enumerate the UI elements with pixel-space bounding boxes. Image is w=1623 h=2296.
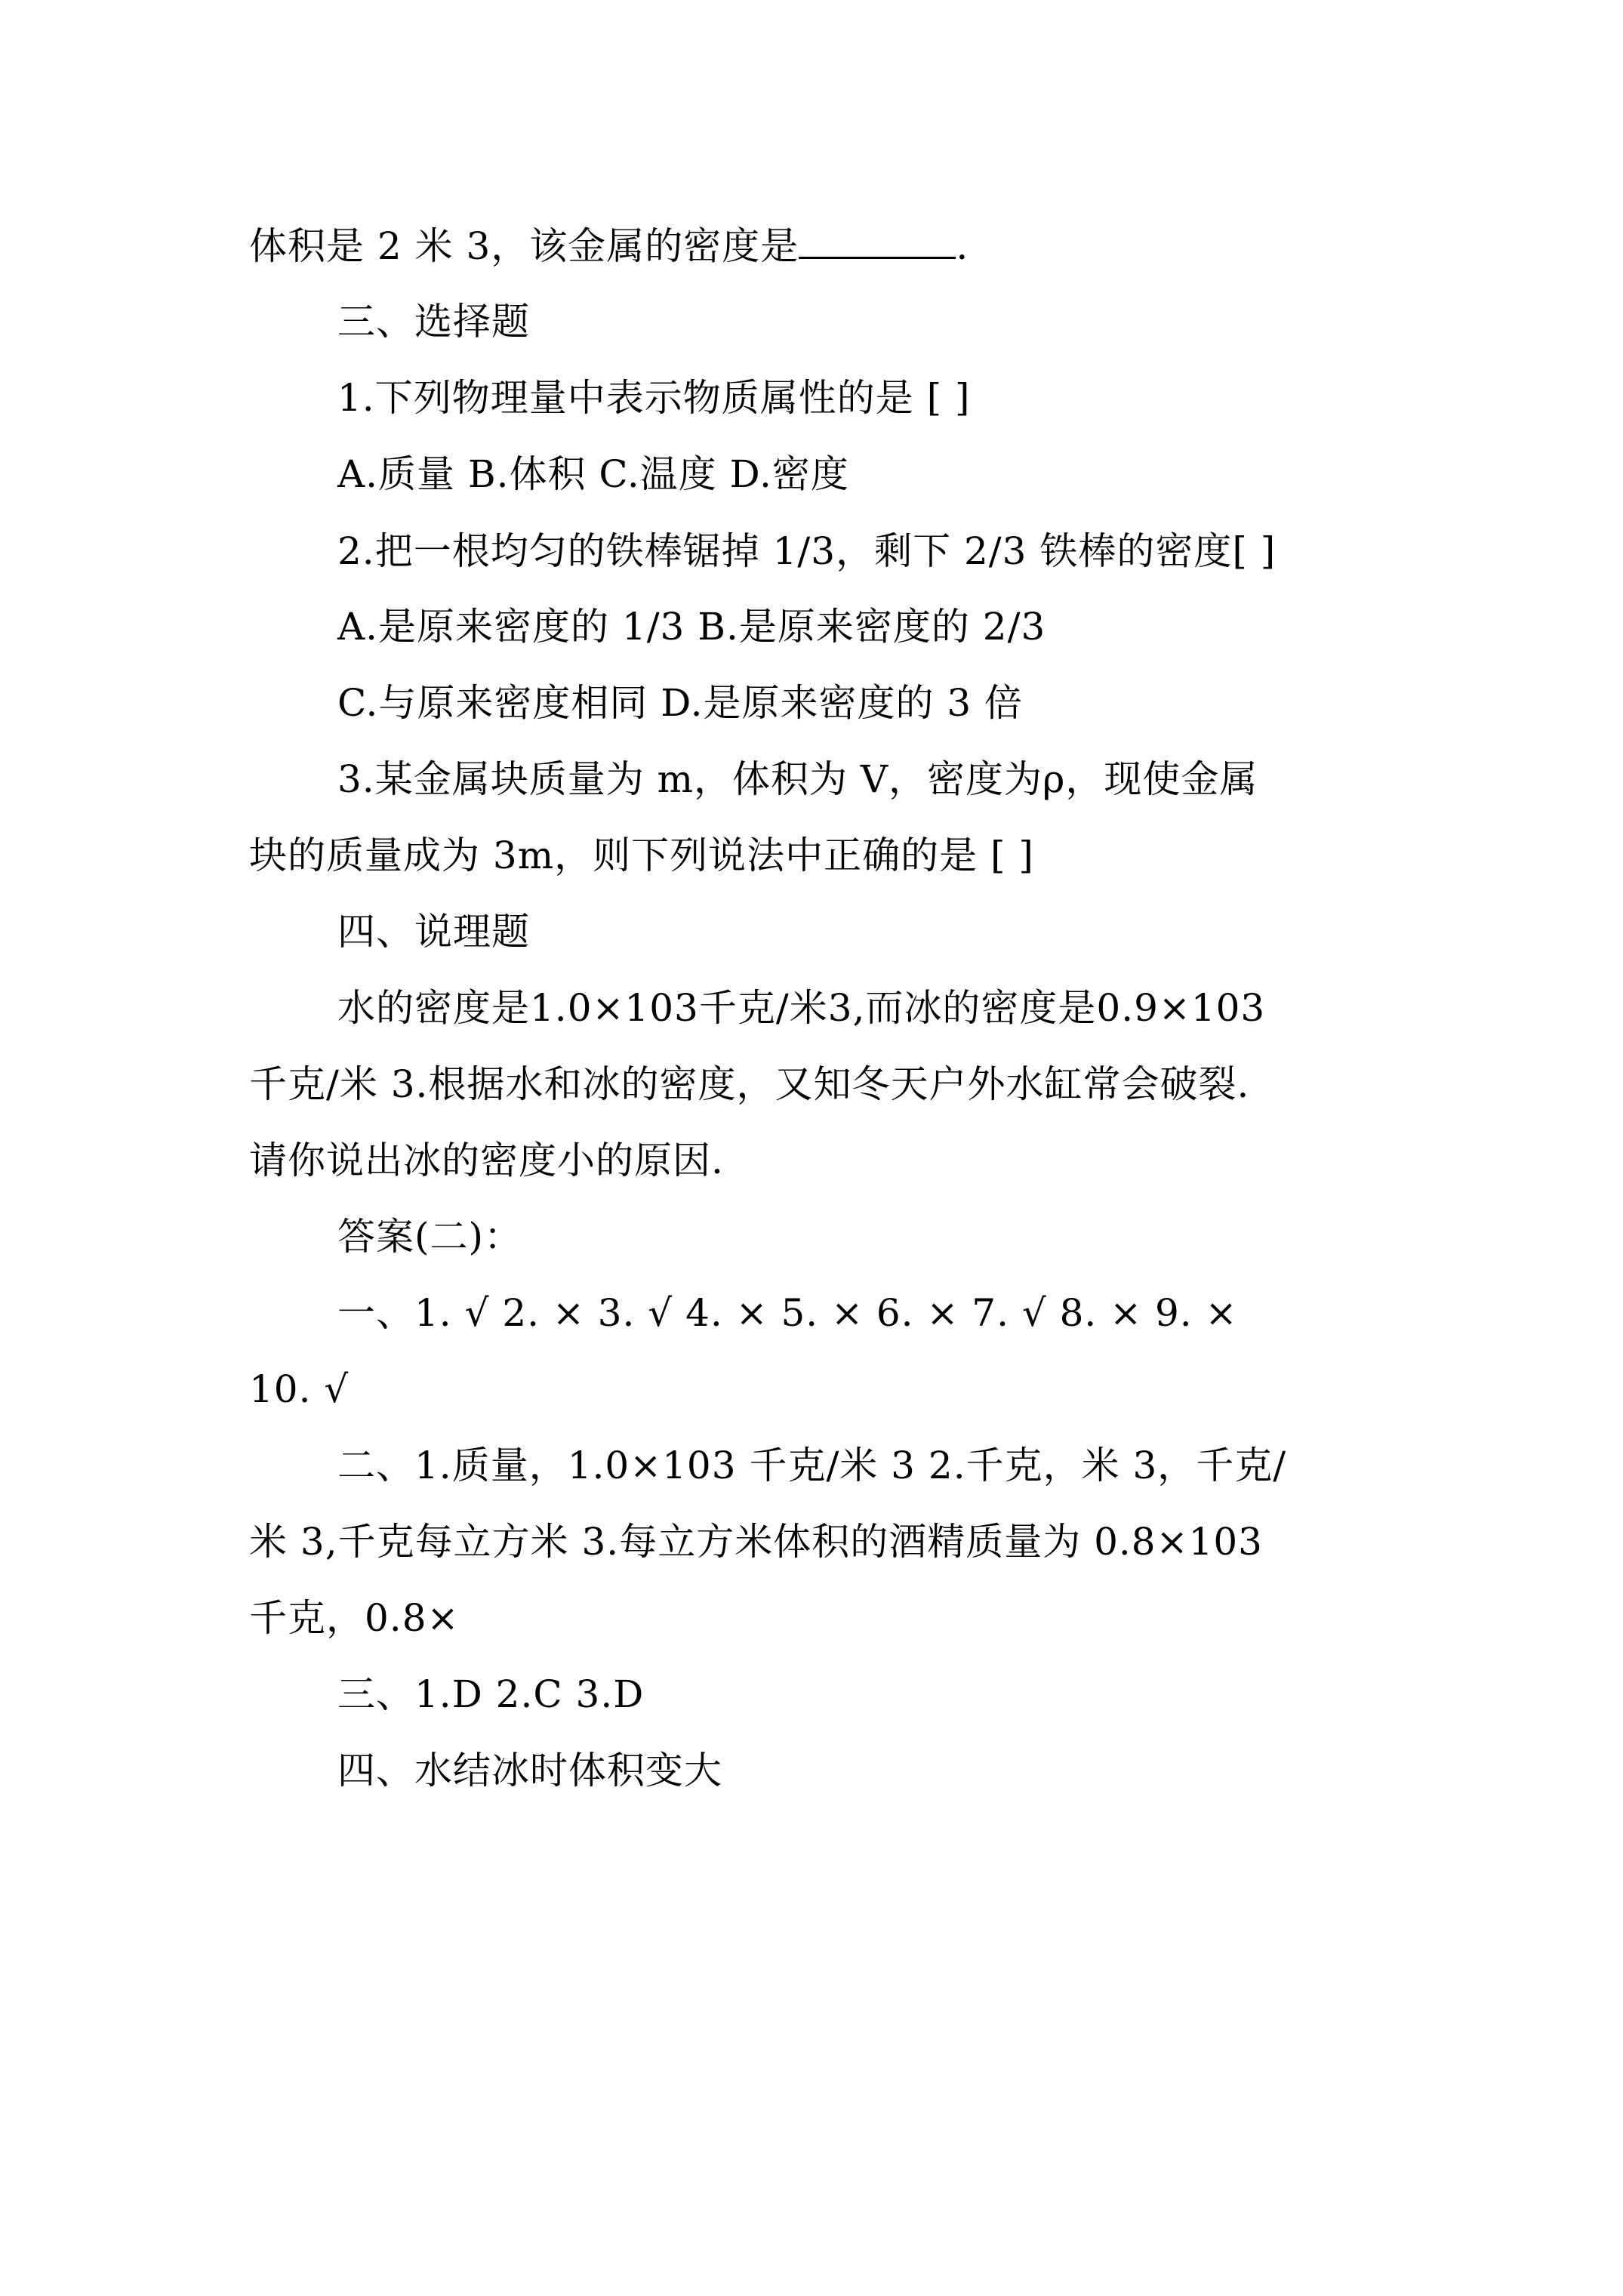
text-segment: .: [956, 224, 969, 268]
question-2-options-ab: A.是原来密度的 1/3 B.是原来密度的 2/3: [337, 605, 1046, 649]
question-3: 3.某金属块质量为 m，体积为 V，密度为ρ，现使金属: [337, 757, 1258, 801]
answers-section-2: 二、1.质量，1.0×103 千克/米 3 2.千克，米 3，千克/: [337, 1444, 1287, 1487]
answers-section-1: 一、1. √ 2. × 3. √ 4. × 5. × 6. × 7. √ 8. × 9. ×: [337, 1291, 1238, 1335]
answers-section-1-cont: 10. √: [249, 1367, 350, 1411]
answer-blank: [799, 227, 956, 259]
reasoning-question-cont: 请你说出冰的密度小的原因.: [249, 1139, 724, 1182]
question-2-options-cd: C.与原来密度相同 D.是原来密度的 3 倍: [337, 681, 1024, 725]
text-segment: 体积是 2 米 3，该金属的密度是: [249, 224, 799, 268]
section-heading: 四、说理题: [337, 910, 530, 954]
question-1: 1.下列物理量中表示物质属性的是 [ ]: [337, 376, 971, 420]
question-1-options: A.质量 B.体积 C.温度 D.密度: [337, 452, 849, 496]
text-line: [249, 223, 1397, 269]
section-heading: 三、选择题: [337, 300, 530, 344]
reasoning-question-cont: 千克/米 3.根据水和冰的密度，又知冬天户外水缸常会破裂.: [249, 1062, 1250, 1106]
answers-section-4: 四、水结冰时体积变大: [337, 1749, 722, 1792]
answers-section-2-cont: 米 3,千克每立方米 3.每立方米体积的酒精质量为 0.8×103: [249, 1520, 1263, 1564]
reasoning-question: 水的密度是1.0×103千克/米3,而冰的密度是0.9×103: [337, 986, 1266, 1030]
answers-heading: 答案(二)：: [337, 1215, 523, 1259]
answers-section-2-cont: 千克，0.8×: [249, 1596, 460, 1640]
question-2: 2.把一根均匀的铁棒锯掉 1/3，剩下 2/3 铁棒的密度[ ]: [337, 529, 1277, 573]
answers-section-3: 三、1.D 2.C 3.D: [337, 1672, 645, 1716]
question-3-cont: 块的质量成为 3m，则下列说法中正确的是 [ ]: [249, 834, 1034, 877]
